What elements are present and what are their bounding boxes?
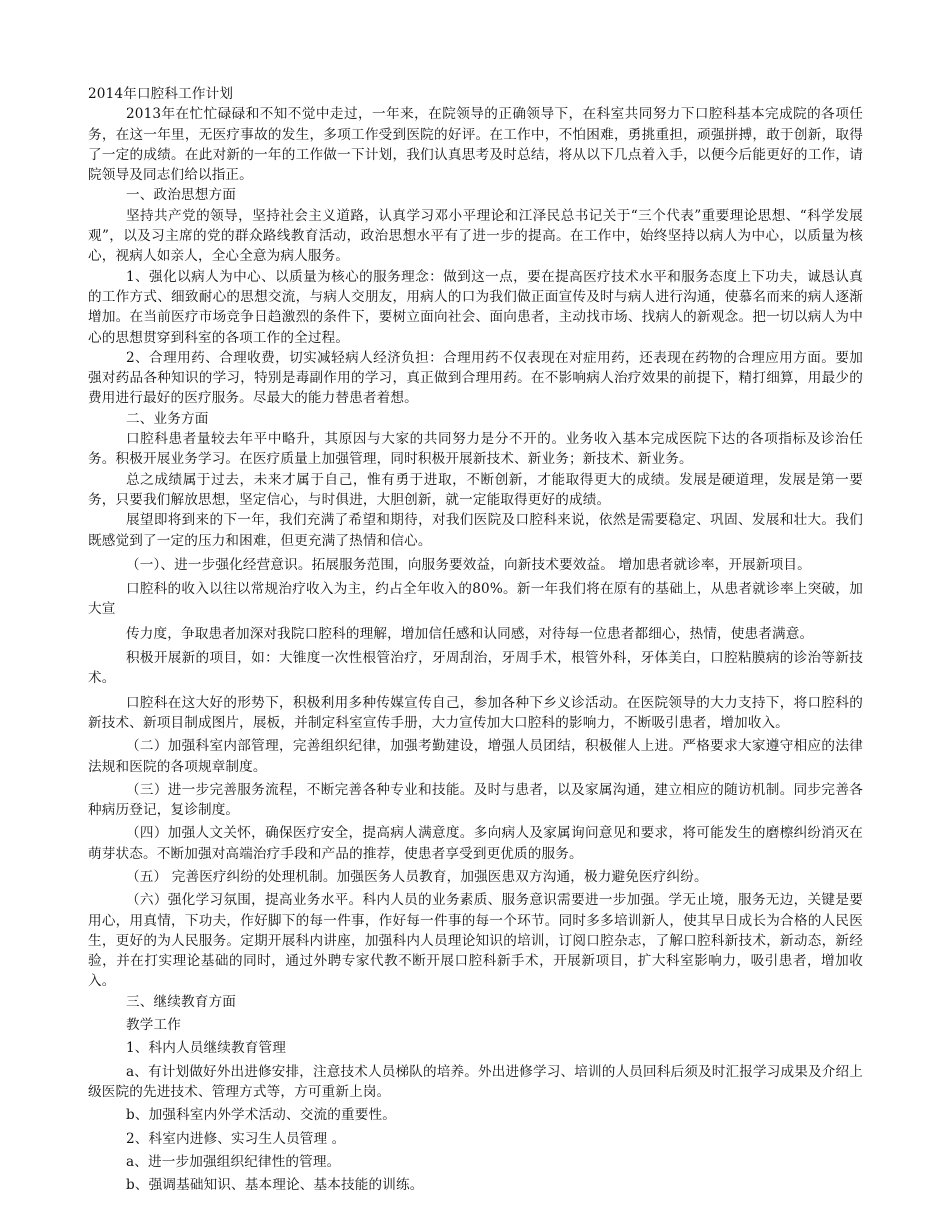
- paragraph: 1、强化以病人为中心、以质量为核心的服务理念：做到这一点，要在提高医疗技术水平和服务态度上下功夫，诚恳认真的工作方式、细致耐心的思想交流，与病人交朋友，用病人的口为我们做正面宣传及时与病人进行沟通，使慕名而来的病人逐渐增加。在当前医疗市场竞争日趋激烈的条件下，要树立面向社会、面向患者，主动找市场、找病人的新观念。把一切以病人为中心的思想贯穿到科室的各项工作的全过程。: [88, 268, 863, 346]
- intro-paragraph: 2013年在忙忙碌碌和不知不觉中走过，一年来，在院领导的正确领导下，在科室共同努力下口腔科基本完成院的各项任务，在这一年里，无医疗事故的发生，多项工作受到医院的好评。在工作中，不怕困难，勇挑重担，顽强拼搏，敢于创新，取得了一定的成绩。在此对新的一年的工作做一下计划，我们认真思考及时总结，将从以下几点着入手，以便今后能更好的工作，请院领导及同志们给以指正。: [88, 106, 863, 184]
- document-body: [88, 84, 863, 1195]
- paragraph: （三）进一步完善服务流程，不断完善各种专业和技能。及时与患者，以及家属沟通，建立相应的随访机制。同步完善各种病历登记，复诊制度。: [88, 781, 863, 819]
- paragraph: 口腔科患者量较去年平中略升，其原因与大家的共同努力是分不开的。业务收入基本完成医院下达的各项指标及诊治任务。积极开展业务学习。在医疗质量上加强管理，同时积极开展新技术、新业务；新技术、新业务。: [88, 431, 863, 468]
- document-title: 2014年口腔科工作计划: [88, 86, 234, 102]
- paragraph: （一）、进一步强化经营意识。拓展服务范围，向服务要效益，向新技术要效益。 增加患者就诊率，开展新项目。: [126, 556, 811, 573]
- paragraph: b、强调基础知识、基本理论、基本技能的训练。: [126, 1177, 424, 1194]
- paragraph: 2、合理用药、合理收费，切实减轻病人经济负担：合理用药不仅表现在对症用药，还表现在药物的合理应用方面。要加强对药品各种知识的学习，特别是毒副作用的学习，真正做到合理用药。在不影响病人治疗效果的前提下，精打细算，用最少的费用进行最好的医疗服务。尽最大的能力替患者着想。: [88, 349, 863, 407]
- section-heading-education: 三、继续教育方面: [126, 993, 236, 1010]
- paragraph: （四）加强人文关怀，确保医疗安全，提高病人满意度。多向病人及家属询问意见和要求，将可能发生的磨檫纠纷消灭在萌芽状态。不断加强对高端治疗手段和产品的推荐，使患者享受到更优质的服务。: [88, 825, 863, 862]
- paragraph: 坚持共产党的领导，坚持社会主义道路，认真学习邓小平理论和江泽民总书记关于“三个代表”重要理论思想、“科学发展观”，以及习主席的党的群众路线教育活动，政治思想水平有了进一步的提高。在工作中，始终坚持以病人为中心，以质量为核心，视病人如亲人，全心全意为病人服务。: [88, 207, 863, 265]
- paragraph: b、加强科室内外学术活动、交流的重要性。: [126, 1107, 396, 1124]
- paragraph: （五） 完善医疗纠纷的处理机制。加强医务人员教育，加强医患双方沟通，极力避免医疗纠纷。: [126, 868, 708, 885]
- section-heading-politics: 一、政治思想方面: [126, 187, 236, 204]
- paragraph: 2、科室内进修、实习生人员管理 。: [126, 1130, 346, 1147]
- paragraph: 积极开展新的项目，如：大锥度一次性根管治疗，牙周刮治，牙周手术，根管外科，牙体美白，口腔粘膜病的诊治等新技术。: [88, 650, 863, 687]
- paragraph: 传力度，争取患者加深对我院口腔科的理解，增加信任感和认同感，对待每一位患者都细心，热情，使患者满意。: [126, 625, 814, 642]
- paragraph: 总之成绩属于过去，未来才属于自己，惟有勇于进取，不断创新，才能取得更大的成绩。发展是硬道理，发展是第一要务，只要我们解放思想，坚定信心，与时俱进，大胆创新，就一定能取得更好的成绩。: [88, 471, 863, 508]
- paragraph: 口腔科的收入以往以常规治疗收入为主，约占全年收入的80%。新一年我们将在原有的基础上，从患者就诊率上突破，加大宣: [88, 581, 863, 618]
- paragraph: 展望即将到来的下一年，我们充满了希望和期待，对我们医院及口腔科来说，依然是需要稳定、巩固、发展和壮大。我们既感觉到了一定的压力和困难，但更充满了热情和信心。: [88, 512, 863, 549]
- paragraph: 1、科内人员继续教育管理: [126, 1040, 286, 1057]
- paragraph: （六）强化学习氛围，提高业务水平。科内人员的业务素质、服务意识需要进一步加强。学无止境，服务无边，关键是要用心，用真情，下功夫，作好脚下的每一件事，作好每一件事的每一个环节。同时多多培训新人，使其早日成长为合格的人民医生，更好的为人民服务。定期开展科内讲座，加强科内人员理论知识的培训，订阅口腔杂志，了解口腔科新技术，新动态，新经验，并在打实理论基础的同时，通过外聘专家代教不断开展口腔科新手术，开展新项目，扩大科室影响力，吸引患者，增加收入。: [88, 892, 863, 990]
- paragraph: a、进一步加强组织纪律性的管理。: [126, 1153, 341, 1170]
- paragraph: 教学工作: [126, 1017, 181, 1034]
- paragraph: 口腔科在这大好的形势下，积极利用多种传媒宣传自己，参加各种下乡义诊活动。在医院领导的大力支持下，将口腔科的新技术、新项目制成图片，展板，并制定科室宣传手册，大力宣传加大口腔科的影响力，不断吸引患者，增加收入。: [88, 694, 863, 731]
- paragraph: a、有计划做好外出进修安排，注意技术人员梯队的培养。外出进修学习、培训的人员回科后须及时汇报学习成果及介绍上级医院的先进技术、管理方式等，方可重新上岗。: [88, 1063, 863, 1100]
- section-heading-business: 二、业务方面: [126, 410, 209, 427]
- paragraph: （二）加强科室内部管理，完善组织纪律，加强考勤建设，增强人员团结，积极催人上进。严格要求大家遵守相应的法律法规和医院的各项规章制度。: [88, 738, 863, 775]
